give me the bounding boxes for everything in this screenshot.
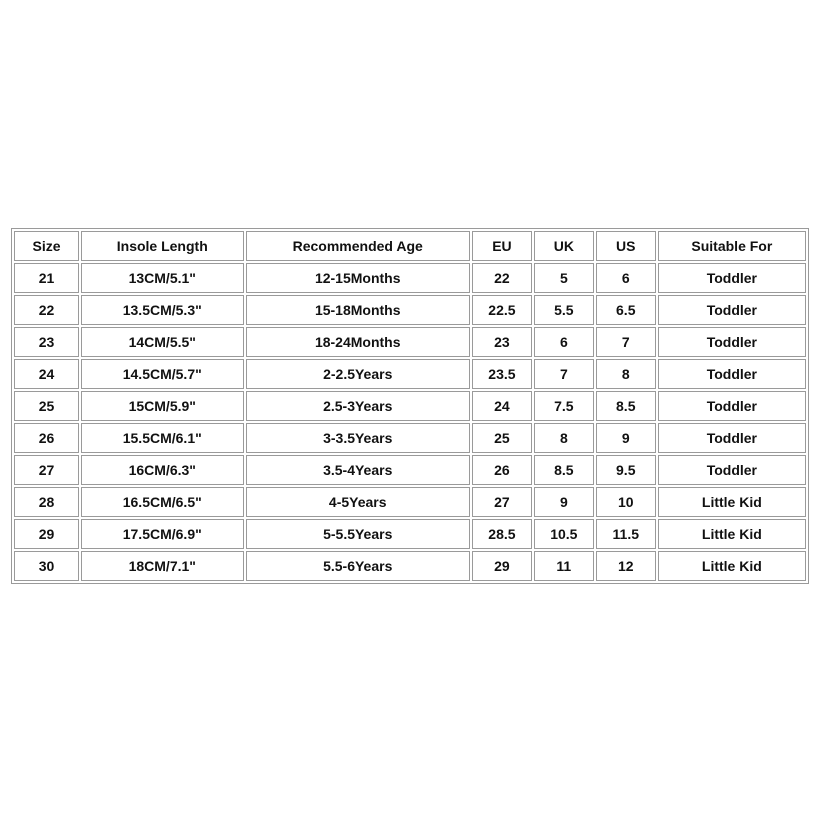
header-recommended-age: Recommended Age bbox=[246, 231, 470, 261]
table-row bbox=[14, 423, 806, 453]
cell-size: 28 bbox=[14, 487, 79, 517]
table-row bbox=[14, 455, 806, 485]
cell-size: 22 bbox=[14, 295, 79, 325]
cell-us: 9.5 bbox=[596, 455, 656, 485]
cell-insole-length: 16.5CM/6.5" bbox=[81, 487, 244, 517]
cell-us: 11.5 bbox=[596, 519, 656, 549]
cell-suitable-for: Little Kid bbox=[658, 487, 806, 517]
cell-insole-length: 18CM/7.1" bbox=[81, 551, 244, 581]
cell-recommended-age: 3.5-4Years bbox=[246, 455, 470, 485]
cell-us: 8 bbox=[596, 359, 656, 389]
cell-suitable-for: Toddler bbox=[658, 423, 806, 453]
size-chart-table bbox=[11, 228, 809, 584]
cell-insole-length: 14.5CM/5.7" bbox=[81, 359, 244, 389]
cell-recommended-age: 3-3.5Years bbox=[246, 423, 470, 453]
cell-uk: 8.5 bbox=[534, 455, 594, 485]
header-uk: UK bbox=[534, 231, 594, 261]
cell-eu: 26 bbox=[472, 455, 532, 485]
cell-suitable-for: Toddler bbox=[658, 391, 806, 421]
cell-recommended-age: 12-15Months bbox=[246, 263, 470, 293]
cell-size: 24 bbox=[14, 359, 79, 389]
cell-us: 12 bbox=[596, 551, 656, 581]
cell-uk: 8 bbox=[534, 423, 594, 453]
cell-eu: 22.5 bbox=[472, 295, 532, 325]
cell-insole-length: 16CM/6.3" bbox=[81, 455, 244, 485]
cell-uk: 5 bbox=[534, 263, 594, 293]
header-eu: EU bbox=[472, 231, 532, 261]
cell-uk: 9 bbox=[534, 487, 594, 517]
cell-recommended-age: 5.5-6Years bbox=[246, 551, 470, 581]
cell-suitable-for: Toddler bbox=[658, 327, 806, 357]
table-row bbox=[14, 263, 806, 293]
cell-eu: 23 bbox=[472, 327, 532, 357]
cell-size: 27 bbox=[14, 455, 79, 485]
cell-size: 21 bbox=[14, 263, 79, 293]
cell-uk: 7.5 bbox=[534, 391, 594, 421]
table-row bbox=[14, 359, 806, 389]
cell-eu: 24 bbox=[472, 391, 532, 421]
cell-us: 10 bbox=[596, 487, 656, 517]
cell-size: 29 bbox=[14, 519, 79, 549]
cell-suitable-for: Toddler bbox=[658, 455, 806, 485]
cell-suitable-for: Toddler bbox=[658, 359, 806, 389]
cell-us: 7 bbox=[596, 327, 656, 357]
table-row bbox=[14, 391, 806, 421]
table-row bbox=[14, 519, 806, 549]
header-suitable-for: Suitable For bbox=[658, 231, 806, 261]
cell-recommended-age: 4-5Years bbox=[246, 487, 470, 517]
cell-suitable-for: Toddler bbox=[658, 295, 806, 325]
cell-insole-length: 14CM/5.5" bbox=[81, 327, 244, 357]
cell-eu: 23.5 bbox=[472, 359, 532, 389]
cell-size: 25 bbox=[14, 391, 79, 421]
cell-us: 9 bbox=[596, 423, 656, 453]
table-row bbox=[14, 327, 806, 357]
cell-us: 6.5 bbox=[596, 295, 656, 325]
table-header-row bbox=[14, 231, 806, 261]
cell-us: 8.5 bbox=[596, 391, 656, 421]
cell-recommended-age: 15-18Months bbox=[246, 295, 470, 325]
table-row bbox=[14, 295, 806, 325]
cell-uk: 11 bbox=[534, 551, 594, 581]
cell-insole-length: 15.5CM/6.1" bbox=[81, 423, 244, 453]
cell-recommended-age: 18-24Months bbox=[246, 327, 470, 357]
cell-insole-length: 17.5CM/6.9" bbox=[81, 519, 244, 549]
cell-suitable-for: Little Kid bbox=[658, 519, 806, 549]
cell-us: 6 bbox=[596, 263, 656, 293]
cell-size: 23 bbox=[14, 327, 79, 357]
cell-eu: 27 bbox=[472, 487, 532, 517]
cell-uk: 6 bbox=[534, 327, 594, 357]
header-size: Size bbox=[14, 231, 79, 261]
cell-uk: 10.5 bbox=[534, 519, 594, 549]
cell-insole-length: 13.5CM/5.3" bbox=[81, 295, 244, 325]
header-insole-length: Insole Length bbox=[81, 231, 244, 261]
cell-recommended-age: 2-2.5Years bbox=[246, 359, 470, 389]
cell-recommended-age: 2.5-3Years bbox=[246, 391, 470, 421]
cell-recommended-age: 5-5.5Years bbox=[246, 519, 470, 549]
table-row bbox=[14, 551, 806, 581]
cell-size: 26 bbox=[14, 423, 79, 453]
cell-suitable-for: Toddler bbox=[658, 263, 806, 293]
cell-suitable-for: Little Kid bbox=[658, 551, 806, 581]
cell-insole-length: 15CM/5.9" bbox=[81, 391, 244, 421]
cell-uk: 5.5 bbox=[534, 295, 594, 325]
table-row bbox=[14, 487, 806, 517]
cell-size: 30 bbox=[14, 551, 79, 581]
cell-eu: 25 bbox=[472, 423, 532, 453]
cell-insole-length: 13CM/5.1" bbox=[81, 263, 244, 293]
cell-eu: 29 bbox=[472, 551, 532, 581]
cell-eu: 28.5 bbox=[472, 519, 532, 549]
header-us: US bbox=[596, 231, 656, 261]
cell-uk: 7 bbox=[534, 359, 594, 389]
cell-eu: 22 bbox=[472, 263, 532, 293]
